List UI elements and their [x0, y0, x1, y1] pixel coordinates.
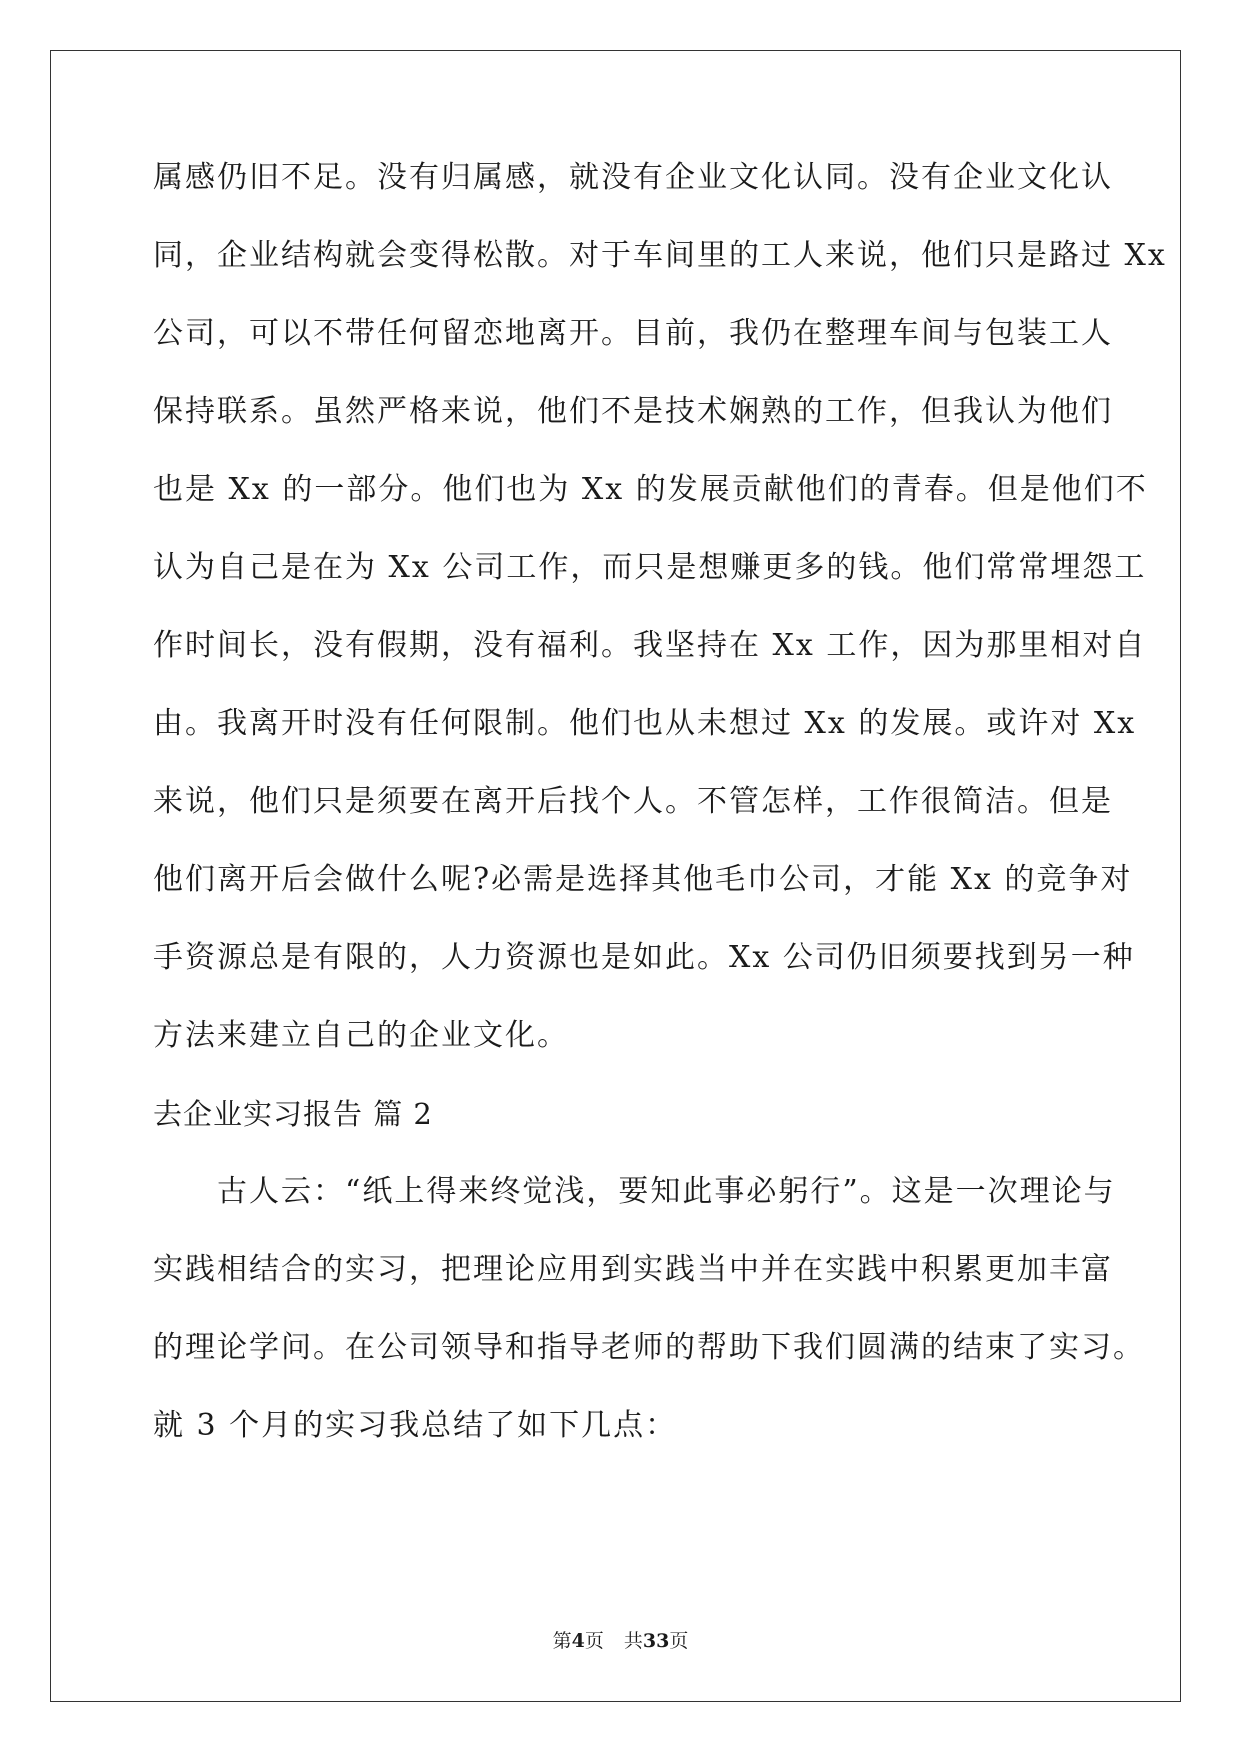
section-heading: 去企业实习报告 篇 2: [153, 1097, 433, 1131]
text-line: 属感仍旧不足。没有归属感，就没有企业文化认同。没有企业文化认: [153, 160, 1113, 195]
paragraph-1: [153, 160, 1167, 1096]
text-line: 保持联系。虽然严格来说，他们不是技术娴熟的工作，但我认为他们: [153, 394, 1113, 429]
footer-prefix: 第: [552, 1630, 572, 1652]
document-body: [153, 160, 1167, 1486]
text-line: 由。我离开时没有任何限制。他们也从未想过 Xx 的发展。或许对 Xx: [153, 706, 1137, 741]
page-footer: [0, 1626, 1241, 1653]
text-line: 也是 Xx 的一部分。他们也为 Xx 的发展贡献他们的青春。但是他们不: [153, 472, 1148, 507]
footer-page-suffix: 页: [584, 1630, 604, 1652]
text-line: 作时间长，没有假期，没有福利。我坚持在 Xx 工作，因为那里相对自: [153, 628, 1147, 663]
text-line: 手资源总是有限的，人力资源也是如此。Xx 公司仍旧须要找到另一种: [153, 940, 1135, 975]
text-line: 就 3 个月的实习我总结了如下几点：: [153, 1408, 678, 1443]
footer-total-prefix: 共: [623, 1630, 643, 1652]
text-line: 的理论学问。在公司领导和指导老师的帮助下我们圆满的结束了实习。: [153, 1330, 1145, 1365]
paragraph-2: [153, 1174, 1145, 1486]
text-line: 认为自己是在为 Xx 公司工作，而只是想赚更多的钱。他们常常埋怨工: [153, 550, 1147, 585]
footer-total-suffix: 页: [669, 1630, 689, 1652]
text-line: 他们离开后会做什么呢?必需是选择其他毛巾公司，才能 Xx 的竞争对: [153, 862, 1133, 897]
text-line: 来说，他们只是须要在离开后找个人。不管怎样，工作很简洁。但是: [153, 784, 1113, 819]
total-pages: 33: [642, 1630, 670, 1652]
text-line: 同，企业结构就会变得松散。对于车间里的工人来说，他们只是路过 Xx: [153, 238, 1167, 273]
text-line: 公司，可以不带任何留恋地离开。目前，我仍在整理车间与包装工人: [153, 316, 1113, 351]
text-line: 古人云：“纸上得来终觉浅，要知此事必躬行”。这是一次理论与: [217, 1174, 1116, 1209]
page-number: 4: [571, 1630, 585, 1652]
text-line: 实践相结合的实习，把理论应用到实践当中并在实践中积累更加丰富: [153, 1252, 1113, 1287]
text-line: 方法来建立自己的企业文化。: [153, 1018, 569, 1053]
